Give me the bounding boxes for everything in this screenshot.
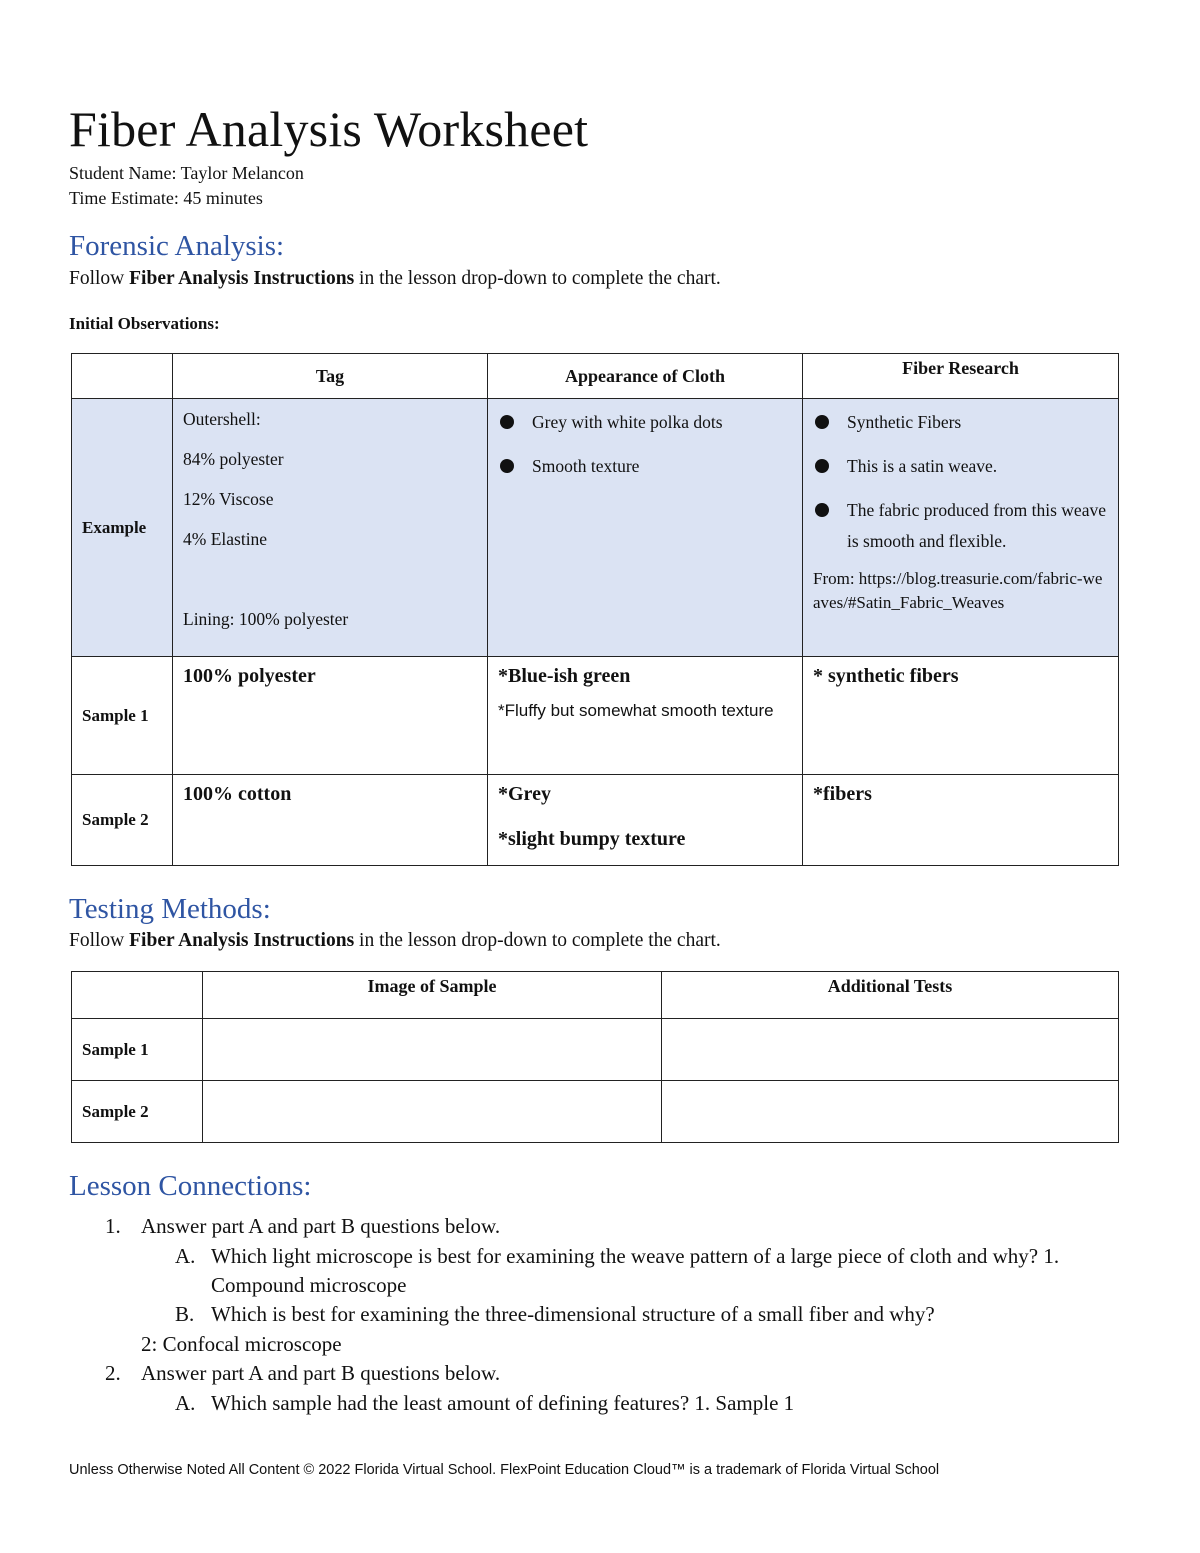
bullet-item <box>813 451 1108 482</box>
header-research: Fiber Research <box>803 354 1119 399</box>
tag-line: Lining: 100% polyester <box>183 609 349 629</box>
tag-line: 12% Viscose <box>183 489 274 509</box>
testing-header-row <box>72 972 1119 1019</box>
testing-heading: Testing Methods: <box>69 893 271 925</box>
sample2-research: *fibers <box>813 783 872 805</box>
sub-text: Which light microscope is best for examining the weave pattern of a large piece of cloth and why? 1. Compound microscope <box>211 1244 1060 1297</box>
source-citation: From: https://blog.treasurie.com/fabric-weaves/#Satin_Fabric_Weaves <box>813 569 1103 612</box>
example-appearance-cell <box>488 399 803 657</box>
header-tag: Tag <box>173 354 488 399</box>
sample2-image-cell[interactable] <box>203 1081 662 1143</box>
bullet-icon <box>815 503 829 517</box>
bullet-item <box>813 407 1108 438</box>
observations-table <box>71 353 1119 866</box>
header-additional-tests: Additional Tests <box>662 972 1119 1019</box>
sample1-tag: 100% polyester <box>183 665 316 687</box>
header-empty-cell <box>72 354 173 399</box>
sample2-appearance-color: *Grey <box>498 783 551 805</box>
sample1-research: * synthetic fibers <box>813 665 959 687</box>
lesson-heading: Lesson Connections: <box>69 1170 312 1202</box>
forensic-instructions <box>69 268 721 290</box>
sub-label: B. <box>175 1302 195 1326</box>
bullet-text: Synthetic Fibers <box>847 412 962 432</box>
sub-text: Which sample had the least amount of defining features? 1. Sample 1 <box>211 1391 795 1415</box>
list-subitem <box>69 1300 1129 1330</box>
sample1-image-cell[interactable] <box>203 1019 662 1081</box>
footer-copyright: Unless Otherwise Noted All Content © 2022 Florida Virtual School. FlexPoint Education Cloud™ is a trademark of Florida Virtual School <box>69 1462 940 1478</box>
bullet-item <box>498 407 792 438</box>
list-text: Answer part A and part B questions below. <box>141 1361 501 1385</box>
sub-text: Which is best for examining the three-dimensional structure of a small fiber and why? <box>211 1302 935 1326</box>
list-subitem <box>69 1242 1129 1300</box>
example-research-cell <box>803 399 1119 657</box>
bullet-icon <box>815 459 829 473</box>
tag-line: Outershell: <box>183 409 261 429</box>
bullet-item <box>813 495 1108 557</box>
instr-bold: Fiber Analysis Instructions <box>129 930 355 951</box>
instr-text: in the lesson drop-down to complete the chart. <box>354 268 721 289</box>
instr-bold: Fiber Analysis Instructions <box>129 268 355 289</box>
table-row-example <box>72 399 1119 657</box>
row-label-sample2: Sample 2 <box>72 775 173 866</box>
sample2-tag: 100% cotton <box>183 783 292 805</box>
answer-line <box>69 1330 1129 1359</box>
testing-instructions <box>69 930 721 952</box>
table-header-row <box>72 354 1119 399</box>
example-tag-cell <box>173 399 488 657</box>
list-subitem <box>69 1389 1129 1419</box>
row-label-sample1: Sample 1 <box>72 1019 203 1081</box>
sample2-research-cell <box>803 775 1119 866</box>
time-estimate: Time Estimate: 45 minutes <box>69 188 263 208</box>
bullet-icon <box>500 459 514 473</box>
bullet-icon <box>815 415 829 429</box>
student-name: Student Name: Taylor Melancon <box>69 163 304 183</box>
sample2-tests-cell[interactable] <box>662 1081 1119 1143</box>
answer-text: 2: Confocal microscope <box>141 1332 342 1356</box>
sub-label: A. <box>175 1391 196 1415</box>
sample1-appearance-cell <box>488 657 803 775</box>
sample1-tag-cell <box>173 657 488 775</box>
sub-label: A. <box>175 1244 196 1268</box>
lesson-list <box>69 1212 1129 1419</box>
testing-row-sample2 <box>72 1081 1119 1143</box>
row-label-example: Example <box>72 399 173 657</box>
testing-table <box>71 971 1119 1143</box>
list-text: Answer part A and part B questions below. <box>141 1214 501 1238</box>
instr-text: Follow <box>69 930 130 951</box>
page-title: Fiber Analysis Worksheet <box>69 101 589 157</box>
header-appearance: Appearance of Cloth <box>488 354 803 399</box>
header-image-of-sample: Image of Sample <box>203 972 662 1019</box>
sample1-tests-cell[interactable] <box>662 1019 1119 1081</box>
row-label-sample1: Sample 1 <box>72 657 173 775</box>
header-empty-cell <box>72 972 203 1019</box>
bullet-text: This is a satin weave. <box>847 456 998 476</box>
bullet-text: Grey with white polka dots <box>532 412 723 432</box>
sample1-appearance-color: *Blue-ish green <box>498 665 631 687</box>
sample2-appearance-texture: *slight bumpy texture <box>498 828 686 850</box>
initial-observations-label: Initial Observations: <box>69 314 220 333</box>
testing-row-sample1 <box>72 1019 1119 1081</box>
list-item <box>69 1359 1129 1389</box>
bullet-text: The fabric produced from this weave is smooth and flexible. <box>847 500 1106 551</box>
bullet-item <box>498 451 792 482</box>
list-number: 1. <box>105 1214 121 1238</box>
bullet-text: Smooth texture <box>532 456 640 476</box>
sample1-research-cell <box>803 657 1119 775</box>
instr-text: Follow <box>69 268 130 289</box>
list-number: 2. <box>105 1361 121 1385</box>
sample2-appearance-cell <box>488 775 803 866</box>
bullet-icon <box>500 415 514 429</box>
sample2-tag-cell <box>173 775 488 866</box>
tag-line: 84% polyester <box>183 449 284 469</box>
sample1-appearance-texture: *Fluffy but somewhat smooth texture <box>498 701 774 720</box>
tag-line: 4% Elastine <box>183 529 268 549</box>
list-item <box>69 1212 1129 1242</box>
forensic-heading: Forensic Analysis: <box>69 230 285 262</box>
instr-text: in the lesson drop-down to complete the chart. <box>354 930 721 951</box>
table-row-sample1 <box>72 657 1119 775</box>
row-label-sample2: Sample 2 <box>72 1081 203 1143</box>
table-row-sample2 <box>72 775 1119 866</box>
